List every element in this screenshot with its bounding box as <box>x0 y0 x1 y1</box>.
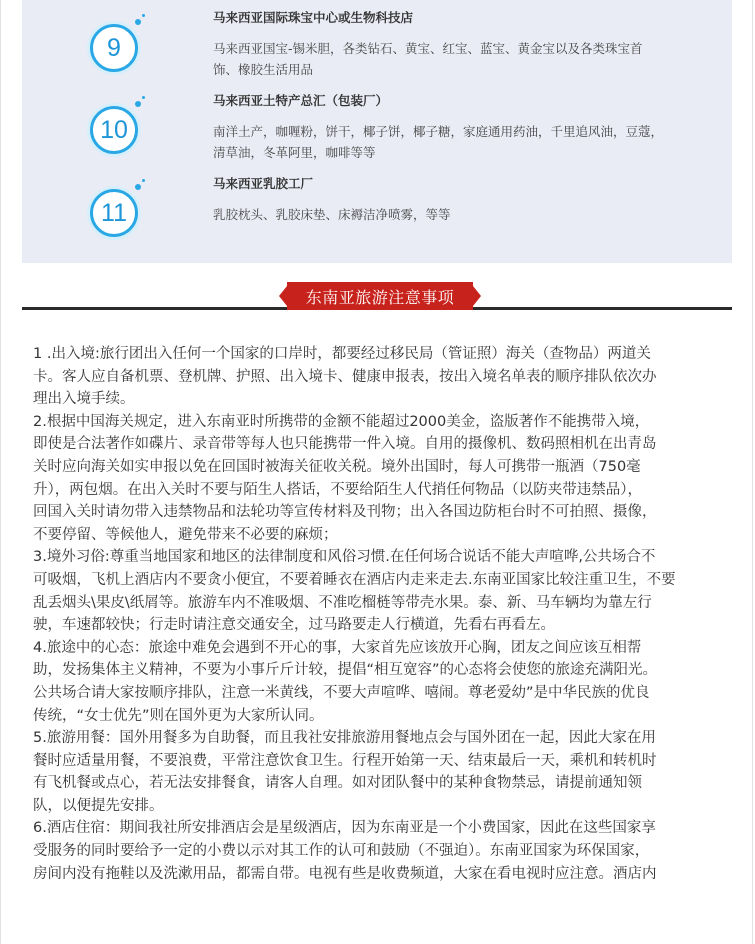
shop-description-line: 清草油，冬革阿里，咖啡等等 <box>213 145 376 160</box>
note-line: 升），两包烟。在出入关时不要与陌生人搭话，不要给陌生人代捎任何物品（以防夹带违禁品）， <box>33 481 642 498</box>
page-border-left <box>0 0 1 944</box>
badge-dot-icon <box>135 101 141 107</box>
number-badge-label: 9 <box>107 33 121 62</box>
note-line: 乱丢烟头\果皮\纸屑等。旅游车内不准吸烟、不准吃榴梿等带壳水果。泰、新、马车辆均为靠左行 <box>33 594 652 611</box>
shop-description <box>213 121 713 163</box>
number-badge <box>90 106 138 154</box>
shop-title: 马来西亚土特产总汇（包装厂） <box>213 93 389 108</box>
badge-dot-icon <box>142 14 145 17</box>
shop-title: 马来西亚国际珠宝中心或生物科技店 <box>213 10 414 25</box>
note-line: 房间内没有拖鞋以及洗漱用品，都需自带。电视有些是收费频道，大家在看电视时应注意。酒店内 <box>33 865 657 882</box>
section-heading-label: 东南亚旅游注意事项 <box>305 287 455 307</box>
note-line: 有飞机餐或点心，若无法安排餐食，请客人自理。如对团队餐中的某种食物禁忌，请提前通知领 <box>33 775 642 792</box>
shop-description-line: 南洋土产，咖喱粉，饼干，椰子饼，椰子糖，家庭通用药油，千里追风油，豆蔻， <box>213 124 664 139</box>
note-line: 即使是合法著作如碟片、录音带等每人也只能携带一件入境。自用的摄像机、数码照相机在出青岛 <box>33 436 657 453</box>
travel-notes <box>33 343 723 885</box>
note-line: 队，以便提先安排。 <box>33 797 164 814</box>
page-border-right <box>752 0 753 944</box>
note-line: 理出入境手续。 <box>33 391 135 408</box>
note-line: 6.酒店住宿：期间我社所安排酒店会是星级酒店，因为东南亚是一个小费国家，因此在这些国家享 <box>33 820 656 837</box>
note-line: 助，发扬集体主义精神，不要为小事斤斤计较，提倡“相互宽容”的心态将会使您的旅途充满阳光。 <box>33 662 658 679</box>
note-line: 回国入关时请勿带入违禁物品和法轮功等宣传材料及刊物；出入各国边防柜台时不可拍照、摄像， <box>33 504 657 521</box>
number-badge-label: 11 <box>101 198 127 227</box>
note-line: 餐时应适量用餐，不要浪费，平常注意饮食卫生。行程开始第一天、结束最后一天，乘机和转机时 <box>33 752 657 769</box>
note-line: 卡。客人应自备机票、登机牌、护照、出入境卡、健康申报表，按出入境名单表的顺序排队依次办 <box>33 368 657 385</box>
section-heading <box>287 282 473 310</box>
badge-dot-icon <box>135 184 141 190</box>
number-badge-label: 10 <box>100 115 128 144</box>
shop-description-line: 饰、橡胶生活用品 <box>213 62 314 77</box>
note-line: 关时应向海关如实申报以免在回国时被海关征收关税。境外出国时，每人可携带一瓶酒（750毫 <box>33 458 641 475</box>
badge-dot-icon <box>135 19 141 25</box>
number-badge <box>90 24 138 72</box>
badge-dot-icon <box>142 96 145 99</box>
shop-description <box>213 204 713 225</box>
note-line: 4.旅途中的心态：旅途中难免会遇到不开心的事，大家首先应该放开心胸，团友之间应该互相帮 <box>33 639 642 656</box>
shop-description <box>213 38 713 80</box>
note-line: 受服务的同时要给予一定的小费以示对其工作的认可和鼓励（不强迫）。东南亚国家为环保国家， <box>33 843 650 860</box>
note-line: 5.旅游用餐：国外用餐多为自助餐，而且我社安排旅游用餐地点会与国外团在一起，因此大家在用 <box>33 730 656 747</box>
ribbon-right-icon <box>473 286 481 306</box>
badge-dot-icon <box>142 179 145 182</box>
number-badge <box>90 189 138 237</box>
shopping-stops-panel <box>22 0 732 263</box>
note-line: 传统，“女士优先”则在国外更为大家所认同。 <box>33 707 324 724</box>
note-line: 1 .出入境:旅行团出入任何一个国家的口岸时，都要经过移民局（管证照）海关（查物品）两道关 <box>33 346 651 362</box>
ribbon-left-icon <box>279 286 287 306</box>
note-line: 2.根据中国海关规定，进入东南亚时所携带的金额不能超过2000美金，盗版著作不能携带入境， <box>33 413 650 430</box>
note-line: 不要停留、等候他人，避免带来不必要的麻烦； <box>33 526 338 543</box>
note-line: 3.境外习俗:尊重当地国家和地区的法律制度和风俗习惯.在任何场合说话不能大声喧哗,公共场合不 <box>33 549 656 566</box>
shop-description-line: 乳胶枕头、乳胶床垫、床褥洁净喷雾，等等 <box>213 207 451 222</box>
shop-description-line: 马来西亚国宝-锡米胆，各类钻石、黄宝、红宝、蓝宝、黄金宝以及各类珠宝首 <box>213 41 643 56</box>
note-line: 驶，车速都较快；行走时请注意交通安全，过马路要走人行横道，先看右再看左。 <box>33 617 555 634</box>
note-line: 可吸烟，飞机上酒店内不要贪小便宜，不要着睡衣在酒店内走来走去.东南亚国家比较注重卫生，不要 <box>33 571 676 588</box>
note-line: 公共场合请大家按顺序排队，注意一米黄线，不要大声喧哗、嘻闹。尊老爱幼”是中华民族的优良 <box>33 684 650 701</box>
shop-title: 马来西亚乳胶工厂 <box>213 176 314 191</box>
